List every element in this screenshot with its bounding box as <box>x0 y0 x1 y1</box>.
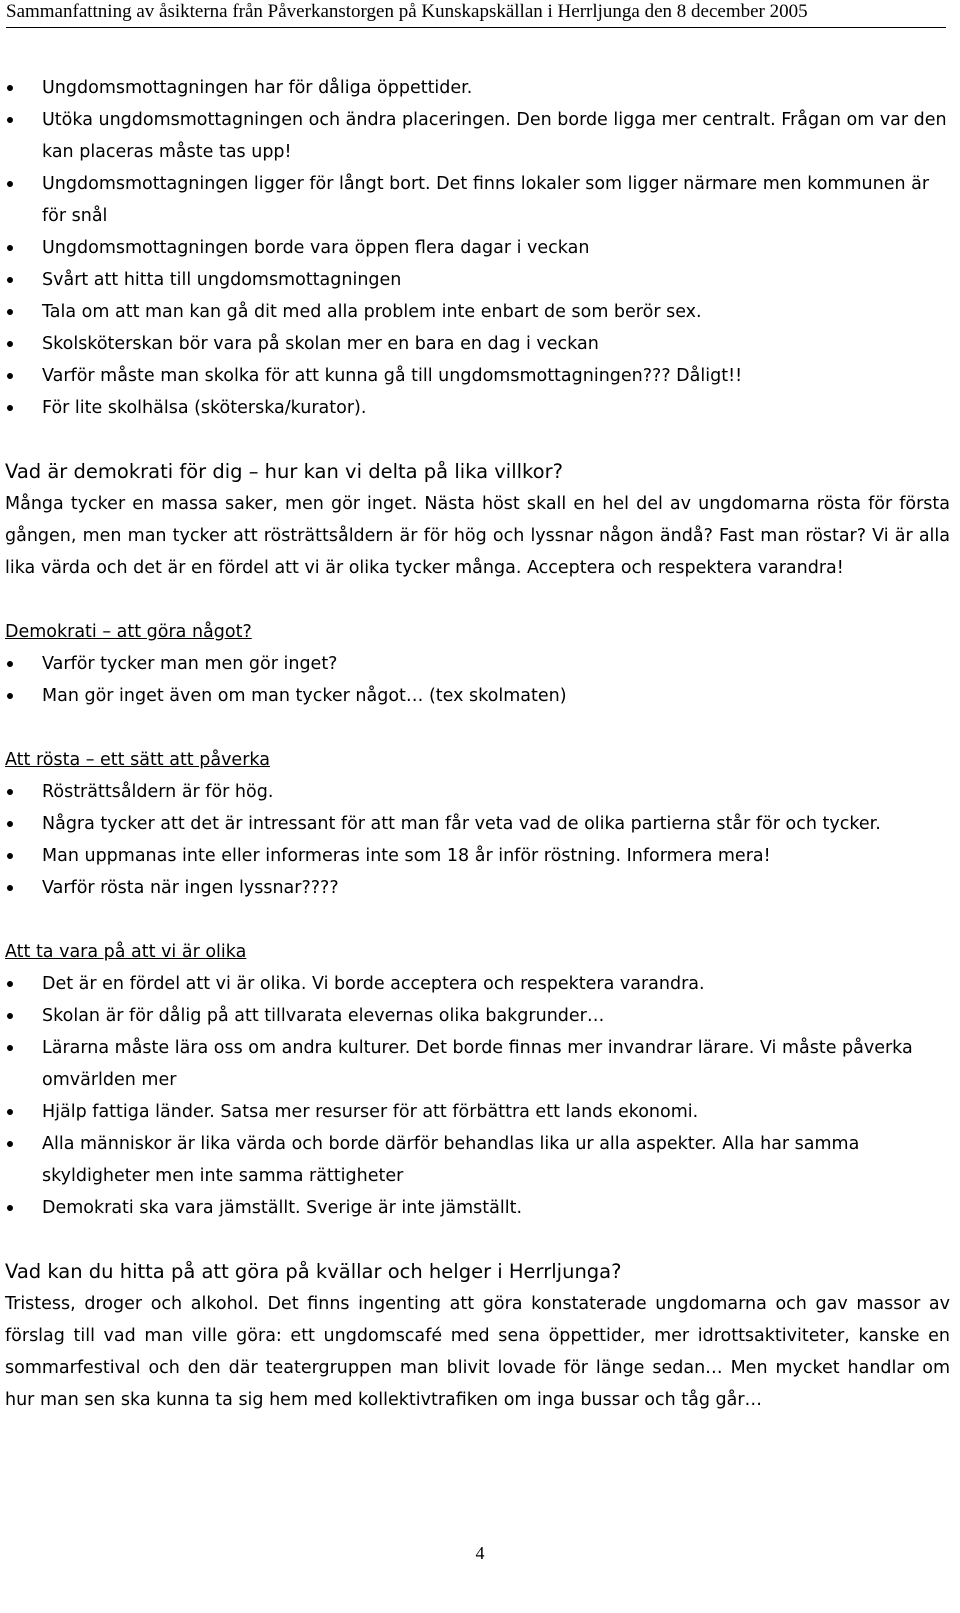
list-item: Varför tycker man men gör inget? <box>5 648 950 680</box>
list-item: Varför måste man skolka för att kunna gå till ungdomsmottagningen??? Dåligt!! <box>5 360 950 392</box>
list-item: Tala om att man kan gå dit med alla problem inte enbart de som berör sex. <box>5 296 950 328</box>
list-item: För lite skolhälsa (sköterska/kurator). <box>5 392 950 424</box>
differences-heading: Att ta vara på att vi är olika <box>5 942 247 962</box>
differences-list <box>5 968 950 1224</box>
voting-heading: Att rösta – ett sätt att påverka <box>5 750 270 770</box>
list-item: Skolsköterskan bör vara på skolan mer en bara en dag i veckan <box>5 328 950 360</box>
list-item: Utöka ungdomsmottagningen och ändra placeringen. Den borde ligga mer centralt. Frågan om var den kan placeras måste tas upp! <box>5 104 950 168</box>
list-item: Skolan är för dålig på att tillvarata elevernas olika bakgrunder… <box>5 1000 950 1032</box>
page-content <box>5 72 950 1416</box>
voting-list <box>5 776 950 904</box>
list-item: Lärarna måste lära oss om andra kulturer. Det borde finnas mer invandrar lärare. Vi måste påverka omvärlden mer <box>5 1032 950 1096</box>
democracy-paragraph: Många tycker en massa saker, men gör inget. Nästa höst skall en hel del av ungdomarna rösta för första gången, men man tycker att rösträttsåldern är för hög och lyssnar någon ändå? Fast man röstar? Vi är alla lika värda och det är en fördel att vi är olika tycker många. Acceptera och respektera varandra! <box>5 494 950 578</box>
list-item: Det är en fördel att vi är olika. Vi borde acceptera och respektera varandra. <box>5 968 950 1000</box>
list-item: Ungdomsmottagningen borde vara öppen flera dagar i veckan <box>5 232 950 264</box>
list-item: Man gör inget även om man tycker något… (tex skolmaten) <box>5 680 950 712</box>
youth-clinic-list <box>5 72 950 424</box>
list-item: Alla människor är lika värda och borde därför behandlas lika ur alla aspekter. Alla har samma skyldigheter men inte samma rättigheter <box>5 1128 950 1192</box>
list-item: Några tycker att det är intressant för att man får veta vad de olika partierna står för och tycker. <box>5 808 950 840</box>
list-item: Varför rösta när ingen lyssnar???? <box>5 872 950 904</box>
list-item: Svårt att hitta till ungdomsmottagningen <box>5 264 950 296</box>
list-item: Ungdomsmottagningen ligger för långt bort. Det finns lokaler som ligger närmare men kommunen är för snål <box>5 168 950 232</box>
page-number: 4 <box>475 1543 485 1563</box>
democracy-heading: Vad är demokrati för dig – hur kan vi delta på lika villkor? <box>5 460 563 483</box>
list-item: Demokrati ska vara jämställt. Sverige är inte jämställt. <box>5 1192 950 1224</box>
list-item: Ungdomsmottagningen har för dåliga öppettider. <box>5 72 950 104</box>
do-something-list <box>5 648 950 712</box>
list-item: Hjälp fattiga länder. Satsa mer resurser för att förbättra ett lands ekonomi. <box>5 1096 950 1128</box>
list-item: Man uppmanas inte eller informeras inte som 18 år inför röstning. Informera mera! <box>5 840 950 872</box>
evenings-heading: Vad kan du hitta på att göra på kvällar och helger i Herrljunga? <box>5 1260 622 1283</box>
evenings-paragraph: Tristess, droger och alkohol. Det finns ingenting att göra konstaterade ungdomarna och gav massor av förslag till vad man ville göra: ett ungdomscafé med sena öppettider, mer idrottsaktiviteter, kanske en sommarfestival och den där teatergruppen man blivit lovade för länge sedan… Men mycket handlar om hur man sen ska kunna ta sig hem med kollektivtrafiken om inga bussar och tåg går… <box>5 1294 950 1410</box>
page-header: Sammanfattning av åsikterna från Påverkanstorgen på Kunskapskällan i Herrljunga den 8 december 2005 <box>6 1 946 28</box>
do-something-heading: Demokrati – att göra något? <box>5 622 252 642</box>
list-item: Rösträttsåldern är för hög. <box>5 776 950 808</box>
